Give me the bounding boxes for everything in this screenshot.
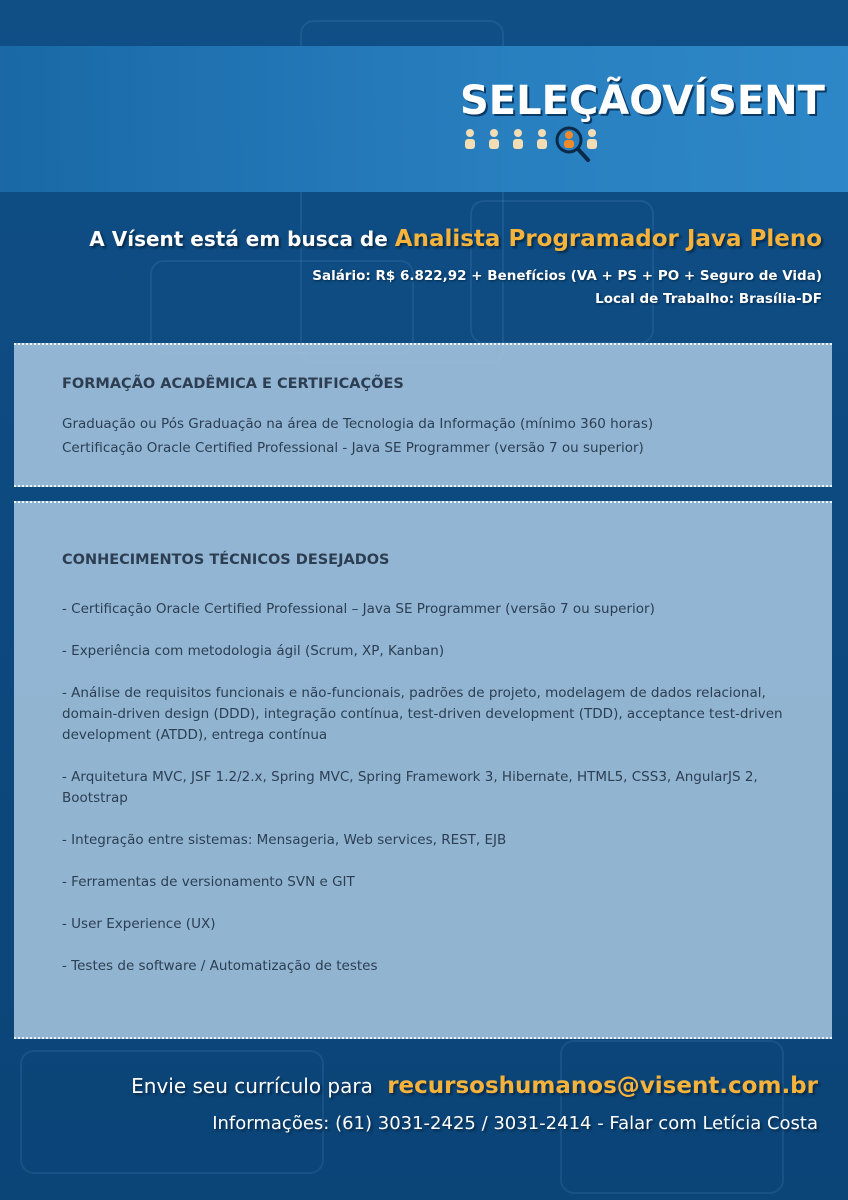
education-panel (14, 343, 832, 487)
logo-text-selecao: SELEÇÃO (460, 78, 663, 124)
visent-logo (460, 78, 825, 173)
cta-text: Envie seu currículo para (131, 1074, 373, 1098)
skill-item: - Arquitetura MVC, JSF 1.2/2.x, Spring MVC, Spring Framework 3, Hibernate, HTML5, CSS3, AngularJS 2, Bootstrap (62, 769, 758, 806)
education-line: Certificação Oracle Certified Professional - Java SE Programmer (versão 7 ou superior) (62, 440, 644, 456)
skill-item: - Ferramentas de versionamento SVN e GIT (62, 874, 355, 890)
skill-item: - Integração entre sistemas: Mensageria, Web services, REST, EJB (62, 832, 507, 848)
education-title: FORMAÇÃO ACADÊMICA E CERTIFICAÇÕES (62, 376, 404, 392)
skill-item: - Experiência com metodologia ágil (Scrum, XP, Kanban) (62, 643, 445, 659)
skills-title: CONHECIMENTOS TÉCNICOS DESEJADOS (62, 552, 390, 568)
job-headline (89, 226, 822, 252)
location-text: Local de Trabalho: Brasília-DF (595, 291, 822, 307)
skill-item: - Testes de software / Automatização de testes (62, 958, 378, 974)
education-line: Graduação ou Pós Graduação na área de Tecnologia da Informação (mínimo 360 horas) (62, 416, 654, 432)
contact-info: Informações: (61) 3031-2425 / 3031-2414 - Falar com Letícia Costa (212, 1113, 818, 1134)
salary-text: Salário: R$ 6.822,92 + Benefícios (VA + PS + PO + Seguro de Vida) (312, 268, 822, 284)
headline-intro: A Vísent está em busca de (89, 227, 388, 251)
job-role: Analista Programador Java Pleno (394, 226, 822, 252)
skills-list (62, 599, 792, 998)
logo-text (460, 78, 825, 124)
skill-item: - User Experience (UX) (62, 916, 216, 932)
cta-line (131, 1073, 818, 1099)
skill-item: - Certificação Oracle Certified Professional – Java SE Programmer (versão 7 ou superior) (62, 601, 655, 617)
skill-item: - Análise de requisitos funcionais e não-funcionais, padrões de projeto, modelagem de dados relacional, domain-driven design (DDD), integração contínua, test-driven development (TDD), acceptance test-driven development (ATDD), entrega contínua (62, 685, 783, 743)
skills-panel (14, 501, 832, 1039)
email-link[interactable]: recursoshumanos@visent.com.br (387, 1073, 818, 1099)
people-search-icon (462, 126, 607, 166)
logo-text-visent: VÍSENT (662, 78, 825, 124)
